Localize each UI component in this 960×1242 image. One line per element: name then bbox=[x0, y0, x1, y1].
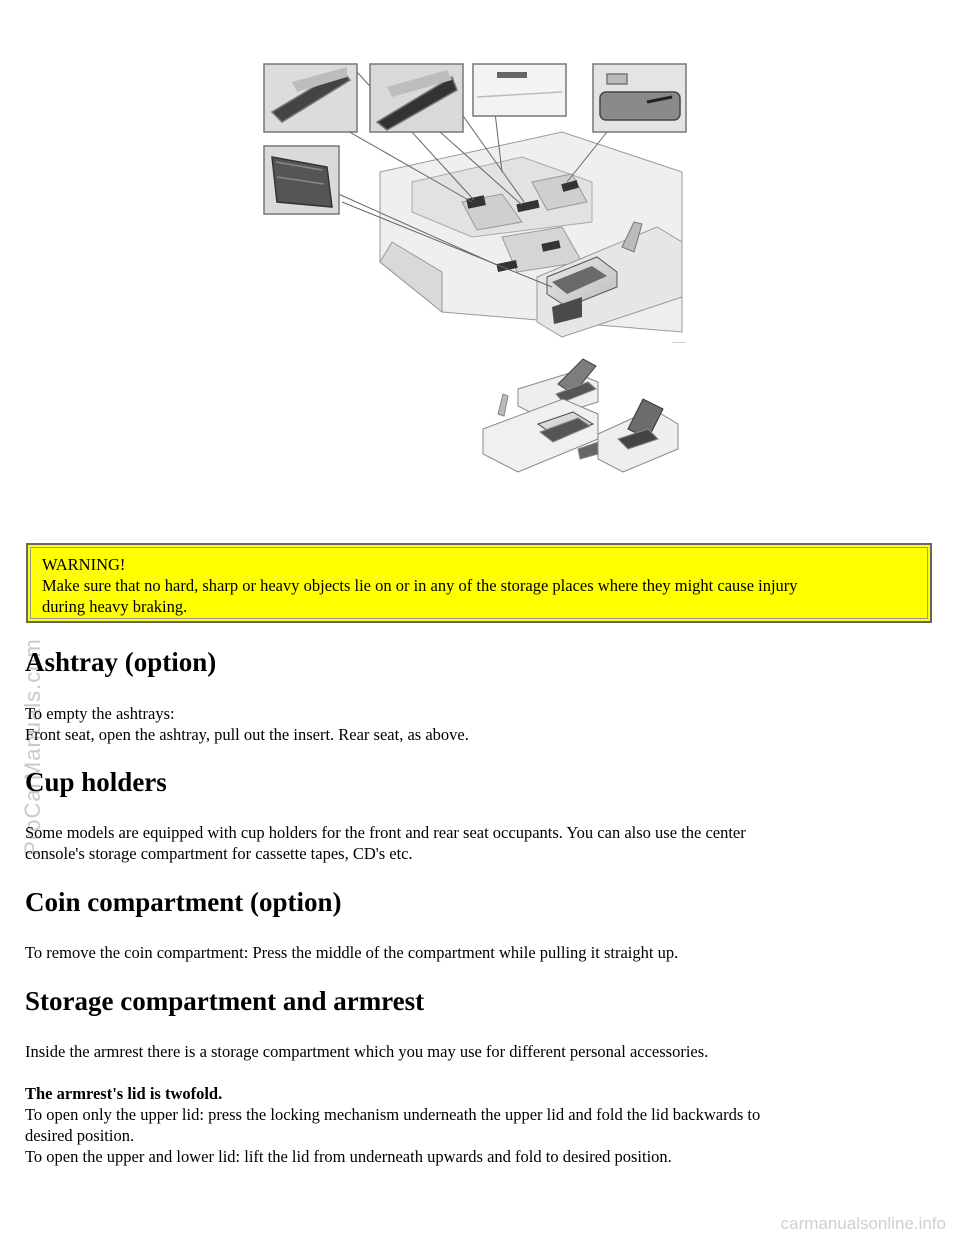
storage-line-2: To open only the upper lid: press the locking mechanism underneath the upper lid and fold the lid backwards to bbox=[25, 1105, 761, 1124]
svg-text:_____: _____ bbox=[672, 338, 686, 344]
warning-title: WARNING! bbox=[42, 555, 126, 574]
storage-bold-line: The armrest's lid is twofold. bbox=[25, 1084, 223, 1103]
cup-holders-line-1: Some models are equipped with cup holders for the front and rear seat occupants. You can also use the center bbox=[25, 823, 746, 842]
storage-line-4: To open the upper and lower lid: lift the lid from underneath upwards and fold to desired position. bbox=[25, 1147, 672, 1166]
heading-coin-compartment: Coin compartment (option) bbox=[25, 887, 342, 917]
paragraph-ashtray bbox=[25, 703, 915, 745]
armrest-lid-illustration bbox=[478, 354, 683, 474]
cup-holders-line-2: console's storage compartment for cassette tapes, CD's etc. bbox=[25, 844, 413, 863]
ashtray-line-2: Front seat, open the ashtray, pull out the insert. Rear seat, as above. bbox=[25, 725, 469, 744]
paragraph-cup-holders bbox=[25, 822, 915, 864]
ashtray-line-1: To empty the ashtrays: bbox=[25, 704, 175, 723]
heading-cup-holders: Cup holders bbox=[25, 767, 167, 797]
paragraph-coin-compartment bbox=[25, 942, 915, 963]
side-watermark-text: ProCarManuals.com bbox=[20, 638, 46, 856]
heading-ashtray: Ashtray (option) bbox=[25, 647, 217, 677]
storage-line-3: desired position. bbox=[25, 1126, 135, 1145]
warning-line-1: Make sure that no hard, sharp or heavy objects lie on or in any of the storage places where they might cause injury bbox=[42, 576, 798, 595]
paragraph-storage-2 bbox=[25, 1083, 915, 1167]
coin-line-1: To remove the coin compartment: Press the middle of the compartment while pulling it straight up. bbox=[25, 943, 679, 962]
warning-box bbox=[26, 543, 932, 623]
heading-storage-armrest: Storage compartment and armrest bbox=[25, 986, 425, 1016]
paragraph-storage-1 bbox=[25, 1041, 915, 1062]
footer-watermark: carmanualsonline.info bbox=[780, 1214, 946, 1233]
car-interior-storage-illustration bbox=[262, 62, 702, 352]
storage-line-1: Inside the armrest there is a storage compartment which you may use for different personal accessories. bbox=[25, 1042, 709, 1061]
warning-line-2: during heavy braking. bbox=[42, 597, 188, 616]
